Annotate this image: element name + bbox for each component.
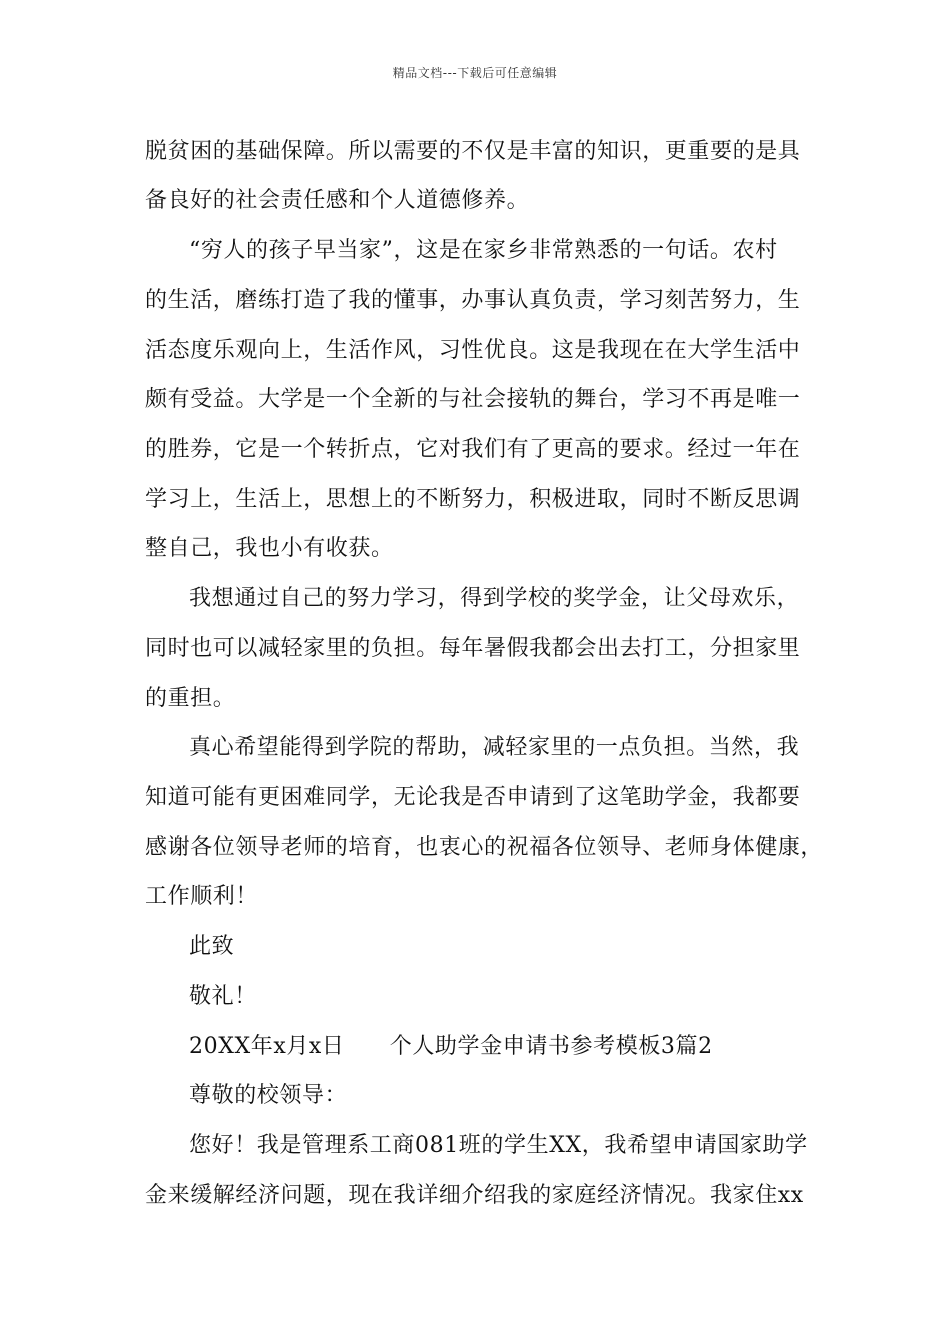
- text-line: 活态度乐观向上，生活作风，习性优良。这是我现在在大学生活中: [145, 338, 801, 363]
- text-line: 此致: [189, 934, 235, 959]
- page-header: 精品文档---下载后可任意编辑: [392, 66, 558, 80]
- text-line: 金来缓解经济问题，现在我详细介绍我的家庭经济情况。我家住xx: [145, 1183, 804, 1208]
- text-line: 尊敬的校领导：: [189, 1083, 348, 1108]
- text-line: 我想通过自己的努力学习，得到学校的奖学金，让父母欢乐，: [189, 586, 800, 611]
- text-line: 真心希望能得到学院的帮助，减轻家里的一点负担。当然，我: [189, 735, 800, 760]
- text-line: 颇有受益。大学是一个全新的与社会接轨的舞台，学习不再是唯一: [145, 387, 801, 412]
- text-line: 备良好的社会责任感和个人道德修养。: [145, 188, 530, 213]
- text-line: 的重担。: [145, 686, 236, 711]
- text-line: 20XX年x月x日 个人助学金申请书参考模板3篇2: [189, 1034, 713, 1059]
- text-line: 工作顺利！: [145, 884, 259, 909]
- text-line: 整自己，我也小有收获。: [145, 536, 394, 561]
- text-line: 敬礼！: [189, 984, 257, 1009]
- text-line: 的胜券，它是一个转折点，它对我们有了更高的要求。经过一年在: [145, 437, 801, 462]
- text-line: 的生活，磨练打造了我的懂事，办事认真负责，学习刻苦努力，生: [145, 288, 801, 313]
- text-line: 同时也可以减轻家里的负担。每年暑假我都会出去打工，分担家里: [145, 636, 801, 661]
- text-line: 知道可能有更困难同学，无论我是否申请到了这笔助学金，我都要: [145, 785, 801, 810]
- text-line: 感谢各位领导老师的培育，也衷心的祝福各位领导、老师身体健康，: [145, 835, 824, 860]
- text-line: 您好！我是管理系工商081班的学生XX，我希望申请国家助学: [189, 1133, 808, 1158]
- text-line: 学习上，生活上，思想上的不断努力，积极进取，同时不断反思调: [145, 487, 801, 512]
- text-line: 脱贫困的基础保障。所以需要的不仅是丰富的知识，更重要的是具: [145, 139, 801, 164]
- text-line: “穷人的孩子早当家”，这是在家乡非常熟悉的一句话。农村: [189, 238, 778, 263]
